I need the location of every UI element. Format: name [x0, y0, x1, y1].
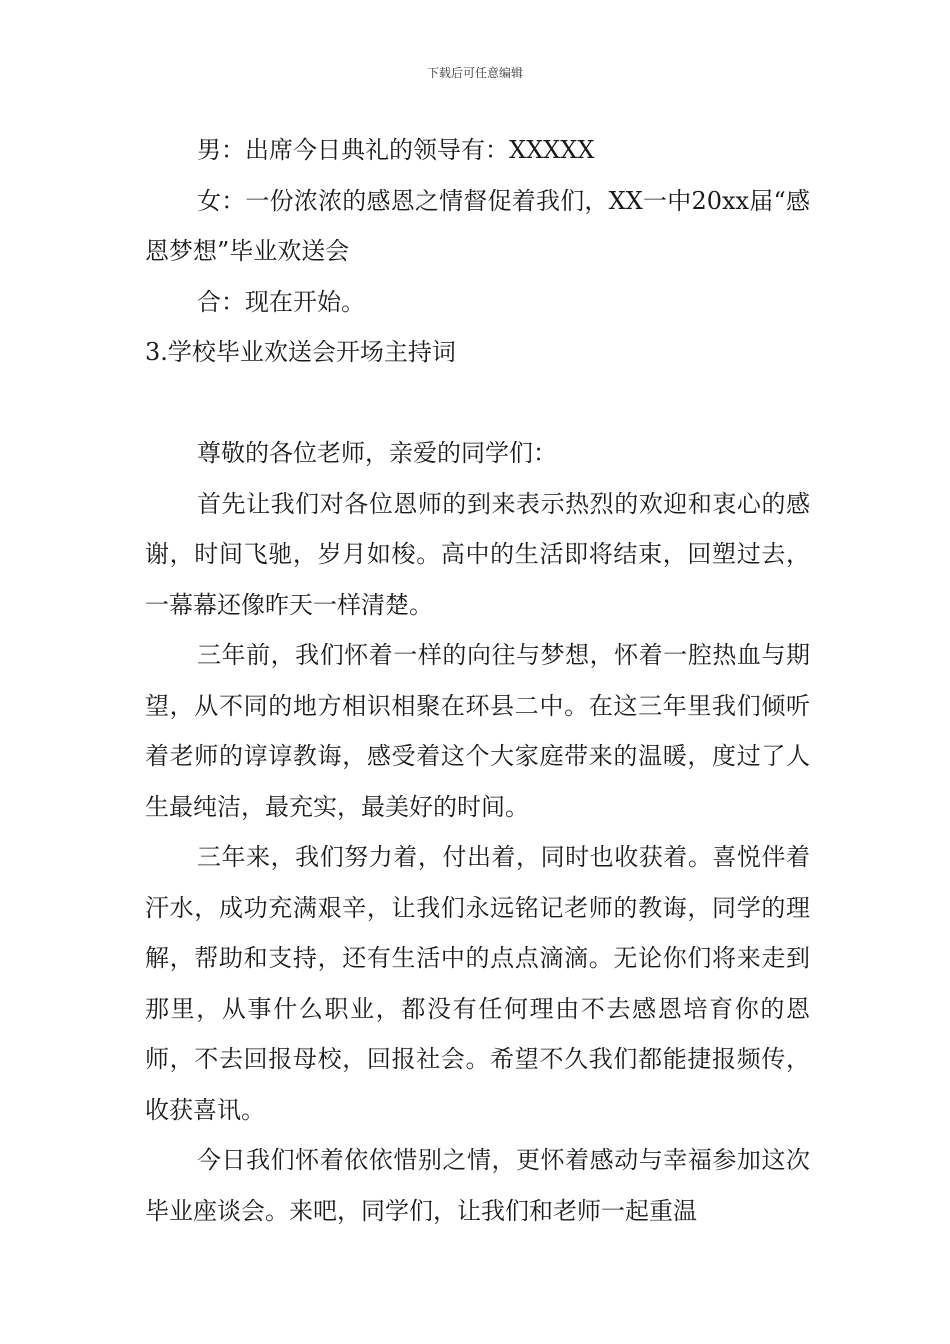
paragraph-welcome: 首先让我们对各位恩师的到来表示热烈的欢迎和衷心的感谢，时间飞驰，岁月如梭。高中的生活即将结束，回塑过去，一幕幕还像昨天一样清楚。 [145, 489, 810, 619]
document-body [145, 125, 810, 1236]
paragraph-today: 今日我们怀着依依惜别之情，更怀着感动与幸福参加这次毕业座谈会。来吧，同学们，让我们和老师一起重温 [145, 1146, 810, 1225]
page-header-note: 下载后可任意编辑 [426, 66, 523, 80]
paragraph-greeting: 尊敬的各位老师，亲爱的同学们： [197, 439, 557, 467]
paragraph-three-years: 三年来，我们努力着，付出着，同时也收获着。喜悦伴着汗水，成功充满艰辛，让我们永远铭记老师的教诲，同学的理解，帮助和支持，还有生活中的点点滴滴。无论你们将来走到那里，从事什么职业，都没有任何理由不去感恩培育你的恩师，不去回报母校，回报社会。希望不久我们都能捷报频传，收获喜讯。 [145, 843, 810, 1124]
blank-line [145, 378, 810, 429]
section-heading: 3.学校毕业欢送会开场主持词 [145, 338, 456, 366]
paragraph-three-years-ago: 三年前，我们怀着一样的向往与梦想，怀着一腔热血与期望，从不同的地方相识相聚在环县二中。在这三年里我们倾听着老师的谆谆教诲，感受着这个大家庭带来的温暖，度过了人生最纯洁，最充实，最美好的时间。 [145, 641, 810, 821]
paragraph-together: 合：现在开始。 [197, 287, 365, 316]
paragraph-female-host: 女：一份浓浓的感恩之情督促着我们，XX一中20xx届“感恩梦想”毕业欢送会 [145, 186, 810, 265]
paragraph-male-host: 男：出席今日典礼的领导有：XXXXX [197, 136, 595, 164]
